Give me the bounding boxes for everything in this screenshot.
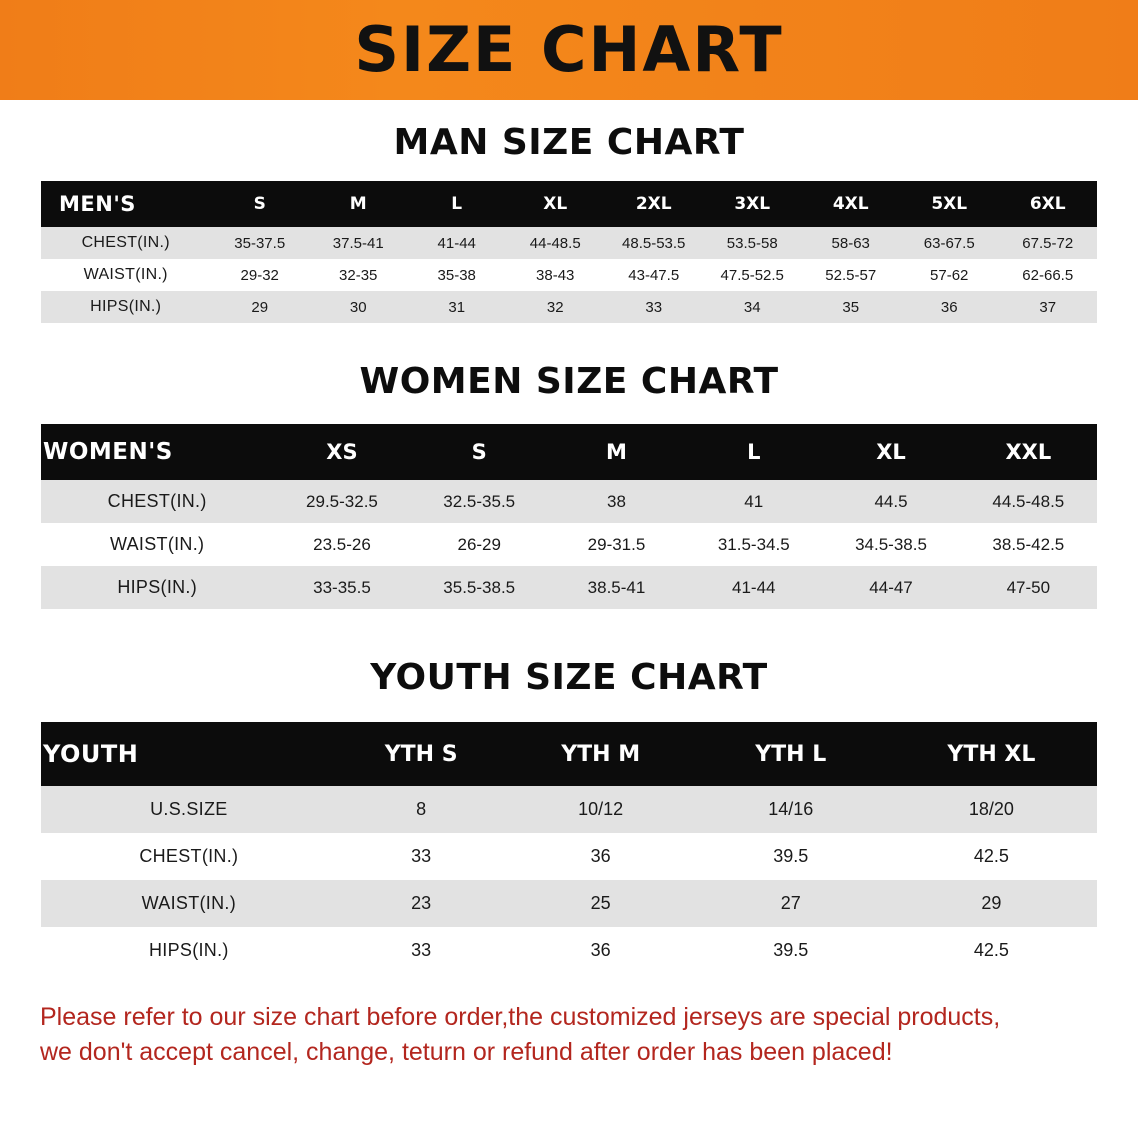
disclaimer-line-2: we don't accept cancel, change, teturn or refund after order has been placed! [40,1037,893,1066]
cell: 42.5 [886,927,1097,974]
youth-table-wrap [0,722,1138,974]
cell: 47.5-52.5 [703,259,802,291]
row-label: CHEST(IN.) [41,833,337,880]
col-header: YTH L [696,722,886,786]
table-row [41,291,1097,323]
cell: 34.5-38.5 [822,523,959,566]
cell: 36 [506,833,696,880]
cell: 62-66.5 [998,259,1097,291]
cell: 39.5 [696,927,886,974]
cell: 33 [337,833,506,880]
women-size-table [41,424,1097,609]
cell: 63-67.5 [900,227,999,259]
col-header: XS [273,424,410,480]
cell: 37.5-41 [309,227,408,259]
table-row [41,227,1097,259]
cell: 32-35 [309,259,408,291]
youth-section-title: YOUTH SIZE CHART [370,657,768,698]
col-header: XL [822,424,959,480]
row-label: HIPS(IN.) [41,566,273,609]
table-header-row [41,181,1097,227]
table-row [41,566,1097,609]
cell: 37 [998,291,1097,323]
table-row [41,880,1097,927]
cell: 29 [886,880,1097,927]
col-header: L [685,424,822,480]
cell: 23 [337,880,506,927]
cell: 36 [900,291,999,323]
cell: 53.5-58 [703,227,802,259]
women-table-wrap [0,424,1138,609]
cell: 47-50 [960,566,1097,609]
col-header: 2XL [604,181,703,227]
cell: 67.5-72 [998,227,1097,259]
col-header: WOMEN'S [41,424,273,480]
header-banner [0,0,1138,100]
man-section-title: MAN SIZE CHART [393,122,745,163]
col-header: YOUTH [41,722,337,786]
cell: 23.5-26 [273,523,410,566]
table-row [41,259,1097,291]
cell: 14/16 [696,786,886,833]
row-label: WAIST(IN.) [41,880,337,927]
cell: 44-48.5 [506,227,605,259]
cell: 41-44 [407,227,506,259]
table-header-row [41,424,1097,480]
cell: 35-37.5 [210,227,309,259]
cell: 38.5-41 [548,566,685,609]
col-header: 6XL [998,181,1097,227]
cell: 35.5-38.5 [411,566,548,609]
col-header: MEN'S [41,181,210,227]
cell: 25 [506,880,696,927]
cell: 39.5 [696,833,886,880]
cell: 36 [506,927,696,974]
table-header-row [41,722,1097,786]
cell: 8 [337,786,506,833]
col-header: M [548,424,685,480]
cell: 33 [604,291,703,323]
cell: 35-38 [407,259,506,291]
cell: 10/12 [506,786,696,833]
man-size-table [41,181,1097,323]
cell: 44.5 [822,480,959,523]
man-table-wrap [0,181,1138,323]
cell: 44.5-48.5 [960,480,1097,523]
cell: 48.5-53.5 [604,227,703,259]
cell: 29-31.5 [548,523,685,566]
col-header: 3XL [703,181,802,227]
row-label: WAIST(IN.) [41,259,210,291]
youth-size-table [41,722,1097,974]
cell: 32 [506,291,605,323]
table-row [41,786,1097,833]
women-section-title: WOMEN SIZE CHART [359,361,779,402]
cell: 29.5-32.5 [273,480,410,523]
cell: 33-35.5 [273,566,410,609]
cell: 38 [548,480,685,523]
cell: 18/20 [886,786,1097,833]
cell: 57-62 [900,259,999,291]
col-header: XL [506,181,605,227]
cell: 31.5-34.5 [685,523,822,566]
cell: 33 [337,927,506,974]
cell: 34 [703,291,802,323]
col-header: 5XL [900,181,999,227]
cell: 29-32 [210,259,309,291]
cell: 43-47.5 [604,259,703,291]
col-header: M [309,181,408,227]
cell: 29 [210,291,309,323]
cell: 38.5-42.5 [960,523,1097,566]
col-header: S [411,424,548,480]
cell: 27 [696,880,886,927]
cell: 38-43 [506,259,605,291]
cell: 26-29 [411,523,548,566]
row-label: CHEST(IN.) [41,480,273,523]
row-label: U.S.SIZE [41,786,337,833]
col-header: 4XL [801,181,900,227]
col-header: S [210,181,309,227]
cell: 41-44 [685,566,822,609]
col-header: YTH XL [886,722,1097,786]
cell: 42.5 [886,833,1097,880]
col-header: YTH M [506,722,696,786]
cell: 31 [407,291,506,323]
table-row [41,833,1097,880]
disclaimer-note [40,1000,1098,1069]
row-label: HIPS(IN.) [41,927,337,974]
cell: 30 [309,291,408,323]
page-title: SIZE CHART [354,13,784,86]
table-row [41,523,1097,566]
cell: 32.5-35.5 [411,480,548,523]
row-label: HIPS(IN.) [41,291,210,323]
cell: 52.5-57 [801,259,900,291]
row-label: CHEST(IN.) [41,227,210,259]
col-header: YTH S [337,722,506,786]
col-header: XXL [960,424,1097,480]
row-label: WAIST(IN.) [41,523,273,566]
table-row [41,927,1097,974]
cell: 41 [685,480,822,523]
cell: 35 [801,291,900,323]
cell: 44-47 [822,566,959,609]
col-header: L [407,181,506,227]
cell: 58-63 [801,227,900,259]
table-row [41,480,1097,523]
disclaimer-line-1: Please refer to our size chart before order,the customized jerseys are special products, [40,1003,1001,1031]
